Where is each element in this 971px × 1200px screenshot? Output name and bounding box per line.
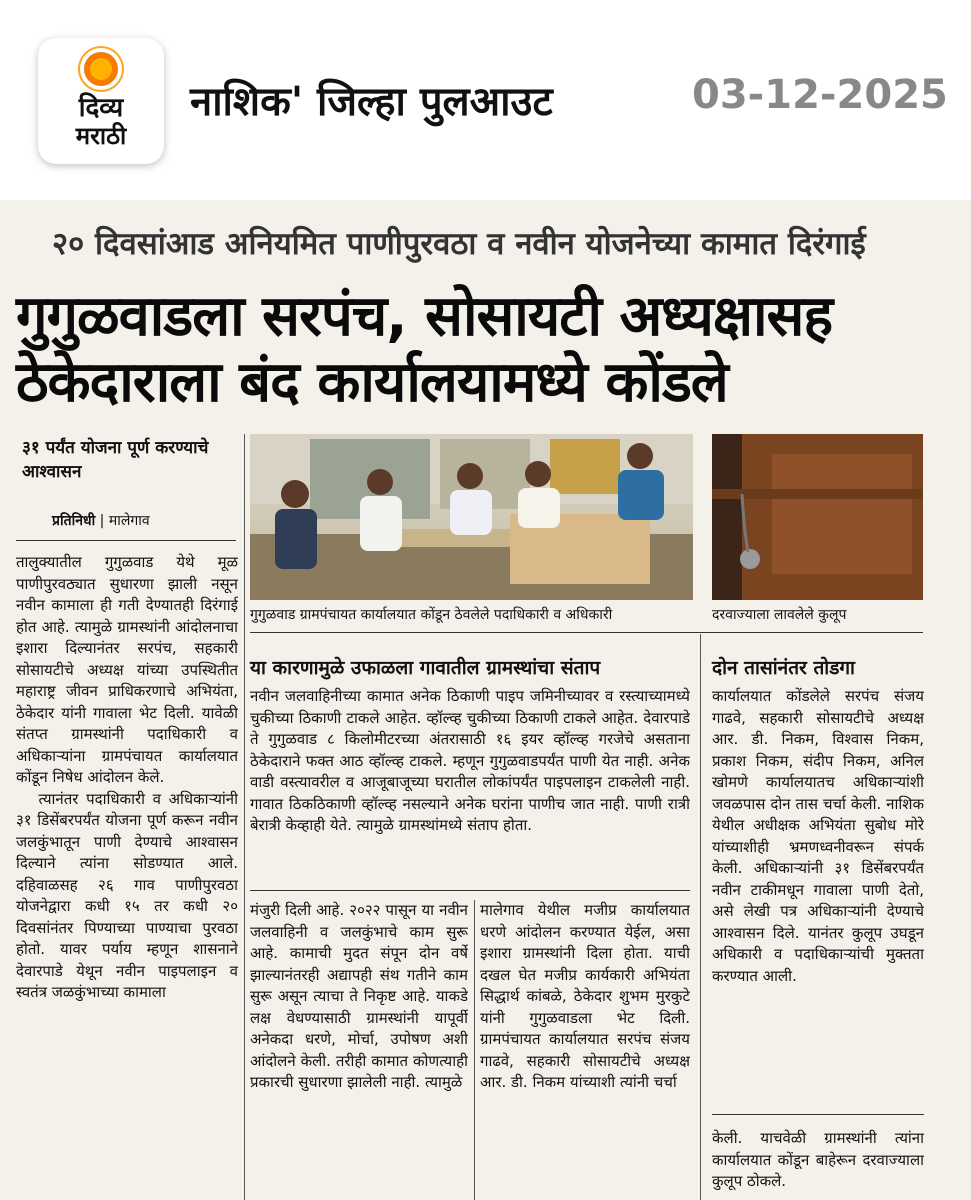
article-column-3: मालेगाव येथील मजीप्र कार्यालयात धरणे आंदोलन करण्यात येईल, असा इशारा ग्रामस्थांनी दिला होता. याची दखल घेत मजीप्र कार्यकारी अभियंता सिद्धार्थ कांबळे, ठेकेदार शुभम मुरकुटे यांनी गुगुळवाडला भेट दिली. ग्रामपंचायत कार्यालयात सरपंच संजय गाढवे, सहकारी सोसायटीचे अध्यक्ष आर. डी. निकम यांच्याशी त्यांनी चर्चा (480, 901, 690, 1091)
column-divider-1 (244, 434, 245, 1200)
section-1-divider (250, 890, 690, 891)
byline-place: मालेगाव (108, 513, 150, 529)
meeting-photo-caption: गुगुळवाड ग्रामपंचायत कार्यालयात कोंडून ठेवलेले पदाधिकारी व अधिकारी (250, 607, 613, 623)
logo-text-line1: दिव्य (78, 93, 124, 123)
section-2-body: कार्यालयात कोंडलेले सरपंच संजय गाढवे, सहकारी सोसायटीचे अध्यक्ष आर. डी. निकम, विश्वास निकम, प्रकाश निकम, संदीप निकम, अनिल खोमणे कार्यालयातच अधिकाऱ्यांशी जवळपास दोन तास चर्चा केली. नाशिक येथील अधीक्षक अभियंता सुबोध मोरे यांच्याशीही भ्रमणध्वनीवरून संपर्क केली. अधिकाऱ्यांनी ३१ डिसेंबरपर्यंत नवीन टाकीमधून गावाला पाणी देतो, असे लेखी पत्र अधिकाऱ्यांनी देण्याचे आश्वासन दिले. यानंतर कुलूप उघडून अधिकारी व पदाधिकाऱ्यांची मुक्तता करण्यात आली. (712, 687, 924, 985)
article-byline (52, 511, 150, 530)
section-2-heading: दोन तासांनंतर तोडगा (712, 657, 855, 679)
edition-date: 03-12-2025 (692, 72, 948, 118)
logo-text-line2: मराठी (75, 122, 127, 150)
article-headline: गुगुळवाडला सरपंच, सोसायटी अध्यक्षासह ठेकेदाराला बंद कार्यालयामध्ये कोंडले (16, 284, 833, 415)
meeting-photo (250, 434, 693, 600)
newspaper-clipping (0, 200, 971, 1200)
byline-separator: | (99, 513, 105, 529)
article-column-4-bottom: केली. याचवेळी ग्रामस्थांनी त्यांना कार्यालयात कोंडून बाहेरून दरवाज्याला कुलूप ठोकले. (712, 1129, 924, 1190)
sun-icon (84, 52, 118, 86)
column-divider-2 (474, 900, 475, 1200)
section-1-body: नवीन जलवाहिनीच्या कामात अनेक ठिकाणी पाइप जमिनीच्यावर व रस्त्याच्यामध्ये चुकीच्या ठिकाणी टाकले आहेत. व्हॉल्व्ह चुकीच्या ठिकाणी टाकले आहेत. देवारपाडे ते गुगुळवाड ८ किलोमीटरच्या अंतरासाठी १६ इयर व्हॉल्व्ह गरजेचे असताना ठेकेदाराने फक्त आठ व्हॉल्व्ह टाकले. म्हणून गुगुळवाडपर्यंत पाणी येत नाही. अनेक वाडी वस्त्यावरील व आजूबाजूच्या घरातील लोकांपर्यंत पाइपलाइन टाकलेली नाही. गावात ठिकठिकाणी व्हॉल्व्ह नसल्याने अनेक घरांना पाणीच जात नाही. पाणी रात्री बेरात्री केव्हाही येते. त्यामुळे ग्रामस्थांमध्ये संताप होता. (250, 687, 690, 834)
door-photo-caption: दरवाज्याला लावलेले कुलूप (712, 607, 847, 623)
column-1-paragraph-1: तालुक्यातील गुगुळवाड येथे मूळ पाणीपुरवठ्यात सुधारणा झाली नसून नवीन कामाला ही गती देण्यातही दिरंगाई होत आहे. त्यामुळे ग्रामस्थांनी आंदोलनाचा इशारा दिल्यानंतर सरपंच, सहकारी सोसायटीचे अध्यक्ष यांच्या उपस्थितीत महाराष्ट्र जीवन प्राधिकरणाचे अभियंता, ठेकेदार यांनी गावाला भेट दिली. यावेळी संतप्त ग्रामस्थांनी पदाधिकारी व अधिकाऱ्यांना ग्रामपंचायत कार्यालयात कोंडून निषेध आंदोलन केले. (16, 553, 238, 786)
column-divider-3 (700, 634, 701, 1200)
article-kicker: २० दिवसांआड अनियमित पाणीपुरवठा व नवीन योजनेच्या कामात दिरंगाई (52, 226, 866, 262)
meeting-photo-illustration (250, 434, 693, 600)
column-1-paragraph-2: त्यानंतर पदाधिकारी व अधिकाऱ्यांनी ३१ डिसेंबरपर्यंत योजना पूर्ण करून नवीन जलकुंभातून पाणी देण्याचे आश्वासन दिल्याने त्यांना सोडण्यात आले. दहिवाळसह २६ गाव पाणीपुरवठा योजनेद्वारा कधी १५ तर कधी २० दिवसांनंतर पिण्याच्या पाण्याचा पुरवठा होतो. यावर पर्याय म्हणून शासनाने देवारपाडे येथून नवीन पाइपलाइन व स्वतंत्र जळकुंभाच्या कामाला (16, 789, 238, 1001)
divya-marathi-logo (38, 38, 164, 164)
article-column-2: मंजुरी दिली आहे. २०२२ पासून या नवीन जलवाहिनी व जलकुंभाचे काम सुरू आहे. कामाची मुदत संपून दोन वर्षे झाल्यानंतरही अद्यापही संथ गतीने काम सुरू असून त्याचा ते निकृष्ट आहे. याकडे लक्ष वेधण्यासाठी ग्रामस्थांनी यापूर्वी अनेकदा धरणे, मोर्चा, उपोषण अशी आंदोलने केली. तरीही कामात कोणत्याही प्रकारची सुधारणा झालेली नाही. त्यामुळे (250, 901, 468, 1091)
section-1-heading: या कारणामुळे उफाळला गावातील ग्रामस्थांचा संताप (250, 657, 601, 679)
article-subhead: ३१ पर्यंत योजना पूर्ण करण्याचे आश्वासन (22, 438, 209, 482)
caption-divider (250, 632, 923, 633)
locked-door-illustration (712, 434, 923, 600)
byline-divider (16, 540, 236, 541)
byline-author: प्रतिनिधी (52, 513, 96, 529)
article-column-1 (16, 552, 238, 1200)
edition-title: नाशिक' जिल्हा पुलआउट (190, 79, 553, 125)
section-2-divider (712, 1114, 924, 1115)
locked-door-photo (712, 434, 923, 600)
